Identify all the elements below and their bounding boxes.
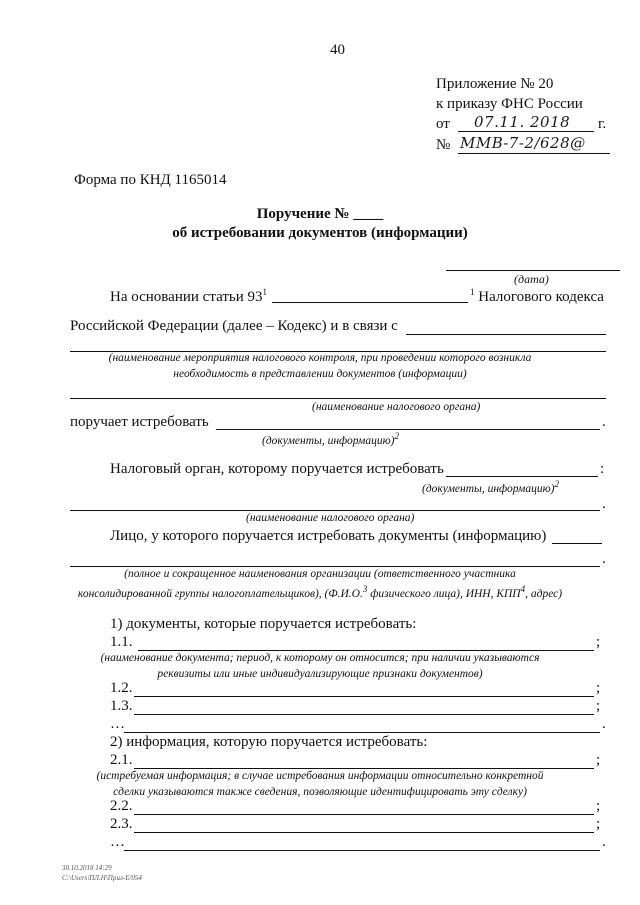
section2-item2-label: 2.2.: [110, 798, 133, 814]
hint-event-2: необходимость в представлении документов (информации): [173, 368, 467, 380]
section1-item2-line: [134, 696, 594, 697]
section2-ellipsis: …: [110, 834, 125, 850]
instructs-text: поручает истребовать: [70, 414, 209, 430]
section2-title: 2) информация, которую поручается истребовать:: [110, 734, 428, 750]
form-title: Поручение № ____: [256, 206, 384, 222]
person-text: Лицо, у которого поручается истребовать документы (информацию): [110, 528, 547, 544]
section1-hint-2: реквизиты или иные индивидуализирующие признаки документов): [157, 668, 483, 680]
section1-ellipsis-period: .: [602, 716, 606, 732]
section2-ellipsis-line: [124, 850, 600, 851]
section1-item3-line: [134, 714, 594, 715]
section1-hint-1: (наименование документа; период, к которому он относится; при наличии указываются: [100, 652, 540, 664]
hint-org-1: (полное и сокращенное наименования организации (ответственного участника: [124, 568, 516, 580]
authority-text: Налоговый орган, которому поручается истребовать: [110, 461, 444, 477]
tax-authority-line: [70, 398, 606, 399]
form-subtitle: об истребовании документов (информации): [172, 225, 468, 241]
basis-fill-line: [272, 302, 468, 303]
tax-authority-2-period: .: [602, 496, 606, 512]
org-line: [70, 566, 600, 567]
hint-org-2: консолидированной группы налогоплательщиков), (Ф.И.О.$^3$ физического лица), ИНН, КПП$^4$, адрес): [77, 584, 563, 600]
appendix-number-line: [458, 153, 610, 154]
appendix-order-ref: к приказу ФНС России: [436, 96, 583, 112]
section1-ellipsis: …: [110, 716, 125, 732]
section1-ellipsis-line: [124, 732, 600, 733]
instructs-fill-line: [216, 429, 600, 430]
section1-item3-end: ;: [596, 698, 601, 714]
appendix-date-line: [458, 131, 594, 132]
footer-path: С:\Users\ПЛ.Н\Прил-Е/054: [62, 874, 142, 882]
appendix-number-prefix: №: [436, 137, 451, 153]
section1-item3-label: 1.3.: [110, 698, 133, 714]
section1-item2-end: ;: [596, 680, 601, 696]
authority-colon: :: [600, 461, 605, 477]
appendix-date-suffix: г.: [598, 116, 607, 132]
authority-fill-line: [446, 476, 598, 477]
appendix-number-handwritten: ММВ-7-2/628@: [460, 134, 586, 152]
section2-item3-line: [134, 832, 594, 833]
page-number: 40: [330, 42, 345, 58]
section1-item2-label: 1.2.: [110, 680, 133, 696]
person-fill-line: [552, 543, 602, 544]
section2-item1-line: [134, 768, 594, 769]
form-code: Форма по КНД 1165014: [74, 172, 227, 188]
instructs-period: .: [602, 414, 606, 430]
basis-text: На основании статьи $93^1$: [110, 287, 268, 305]
hint-tax-authority: (наименование налогового органа): [312, 401, 481, 413]
date-hint: (дата): [514, 272, 549, 286]
section1-item1-end: ;: [596, 634, 601, 650]
section1-item1-line: [138, 650, 594, 651]
hint-tax-authority-2: (наименование налогового органа): [246, 512, 415, 524]
basis-suffix: $^1$ Налогового кодекса: [470, 287, 604, 305]
section2-item3-end: ;: [596, 816, 601, 832]
section2-item1-end: ;: [596, 752, 601, 768]
tax-authority-2-line: [70, 510, 600, 511]
appendix-title: Приложение № 20: [436, 76, 554, 92]
hint-event: (наименование мероприятия налогового контроля, при проведении которого возникла: [108, 352, 532, 364]
section1-item1-label: 1.1.: [110, 634, 133, 650]
footer-timestamp: 30.10.2018 14:29: [62, 864, 112, 872]
hint-docs: (документы, информацию)$^2$: [262, 431, 400, 447]
section2-item3-label: 2.3.: [110, 816, 133, 832]
section2-item2-end: ;: [596, 798, 601, 814]
rf-fill-line: [406, 334, 606, 335]
appendix-date-prefix: от: [436, 116, 450, 132]
hint-docs-2: (документы, информацию)$^2$: [422, 479, 560, 495]
org-period: .: [602, 551, 606, 567]
section2-item1-label: 2.1.: [110, 752, 133, 768]
appendix-date-handwritten: 07.11. 2018: [474, 113, 571, 131]
rf-line-text: Российской Федерации (далее – Кодекс) и в связи с: [70, 318, 398, 334]
date-line: [446, 270, 620, 271]
section2-item2-line: [134, 814, 594, 815]
section2-hint-1: (истребуемая информация; в случае истребования информации относительно конкретной: [96, 770, 544, 782]
section2-hint-2: сделки указываются также сведения, позволяющие идентифицировать эту сделку): [113, 786, 527, 798]
section2-ellipsis-period: .: [602, 834, 606, 850]
section1-title: 1) документы, которые поручается истребовать:: [110, 616, 417, 632]
